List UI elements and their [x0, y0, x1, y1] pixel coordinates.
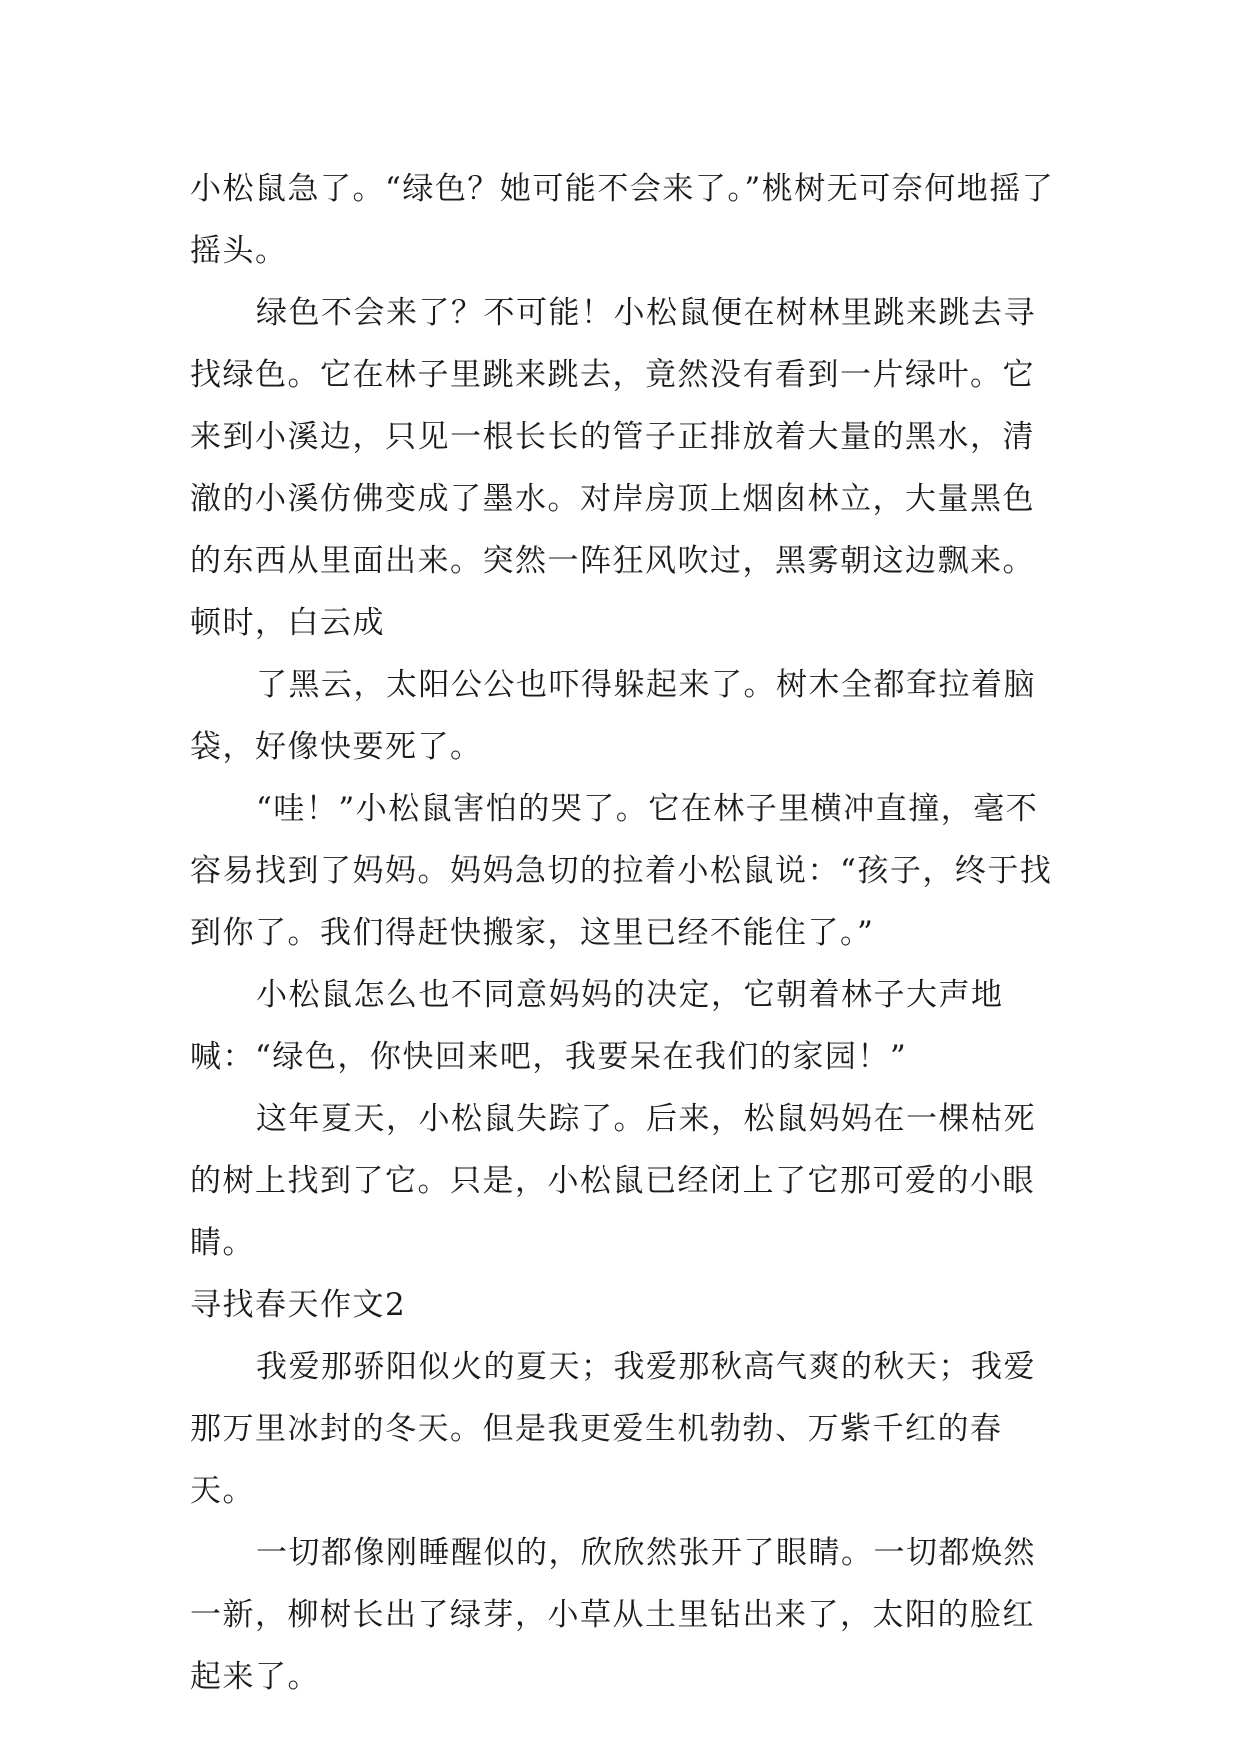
- section-title: 寻找春天作文2: [190, 1287, 407, 1323]
- paragraph: 一切都像刚睡醒似的，欣欣然张开了眼睛。一切都焕然一新，柳树长出了绿芽，小草从土里钻出来了，太阳的脸红起来了。: [190, 1535, 1036, 1695]
- paragraph-continuation: 小松鼠急了。“绿色？她可能不会来了。”桃树无可奈何地摇了摇头。: [190, 171, 1055, 269]
- paragraph: 我爱那骄阳似火的夏天；我爱那秋高气爽的秋天；我爱那万里冰封的冬天。但是我更爱生机勃勃、万紫千红的春天。: [190, 1349, 1036, 1509]
- paragraph-fragment: 顿时，白云成: [190, 605, 385, 641]
- paragraph: “哇！”小松鼠害怕的哭了。它在林子里横冲直撞，毫不容易找到了妈妈。妈妈急切的拉着小松鼠说：“孩子，终于找到你了。我们得赶快搬家，这里已经不能住了。”: [190, 791, 1053, 951]
- paragraph: 小松鼠怎么也不同意妈妈的决定，它朝着林子大声地喊：“绿色，你快回来吧，我要呆在我们的家园！”: [190, 977, 1004, 1075]
- paragraph: 了黑云，太阳公公也吓得躲起来了。树木全都耷拉着脑袋，好像快要死了。: [190, 667, 1036, 765]
- paragraph: 这年夏天，小松鼠失踪了。后来，松鼠妈妈在一棵枯死的树上找到了它。只是，小松鼠已经闭上了它那可爱的小眼睛。: [190, 1101, 1036, 1261]
- paragraph: 绿色不会来了？不可能！小松鼠便在树林里跳来跳去寻找绿色。它在林子里跳来跳去，竟然没有看到一片绿叶。它来到小溪边，只见一根长长的管子正排放着大量的黑水，清澈的小溪仿佛变成了墨水。对岸房顶上烟囱林立，大量黑色的东西从里面出来。突然一阵狂风吹过，黑雾朝这边飘来。: [190, 295, 1036, 579]
- essay-body: [190, 158, 1060, 1708]
